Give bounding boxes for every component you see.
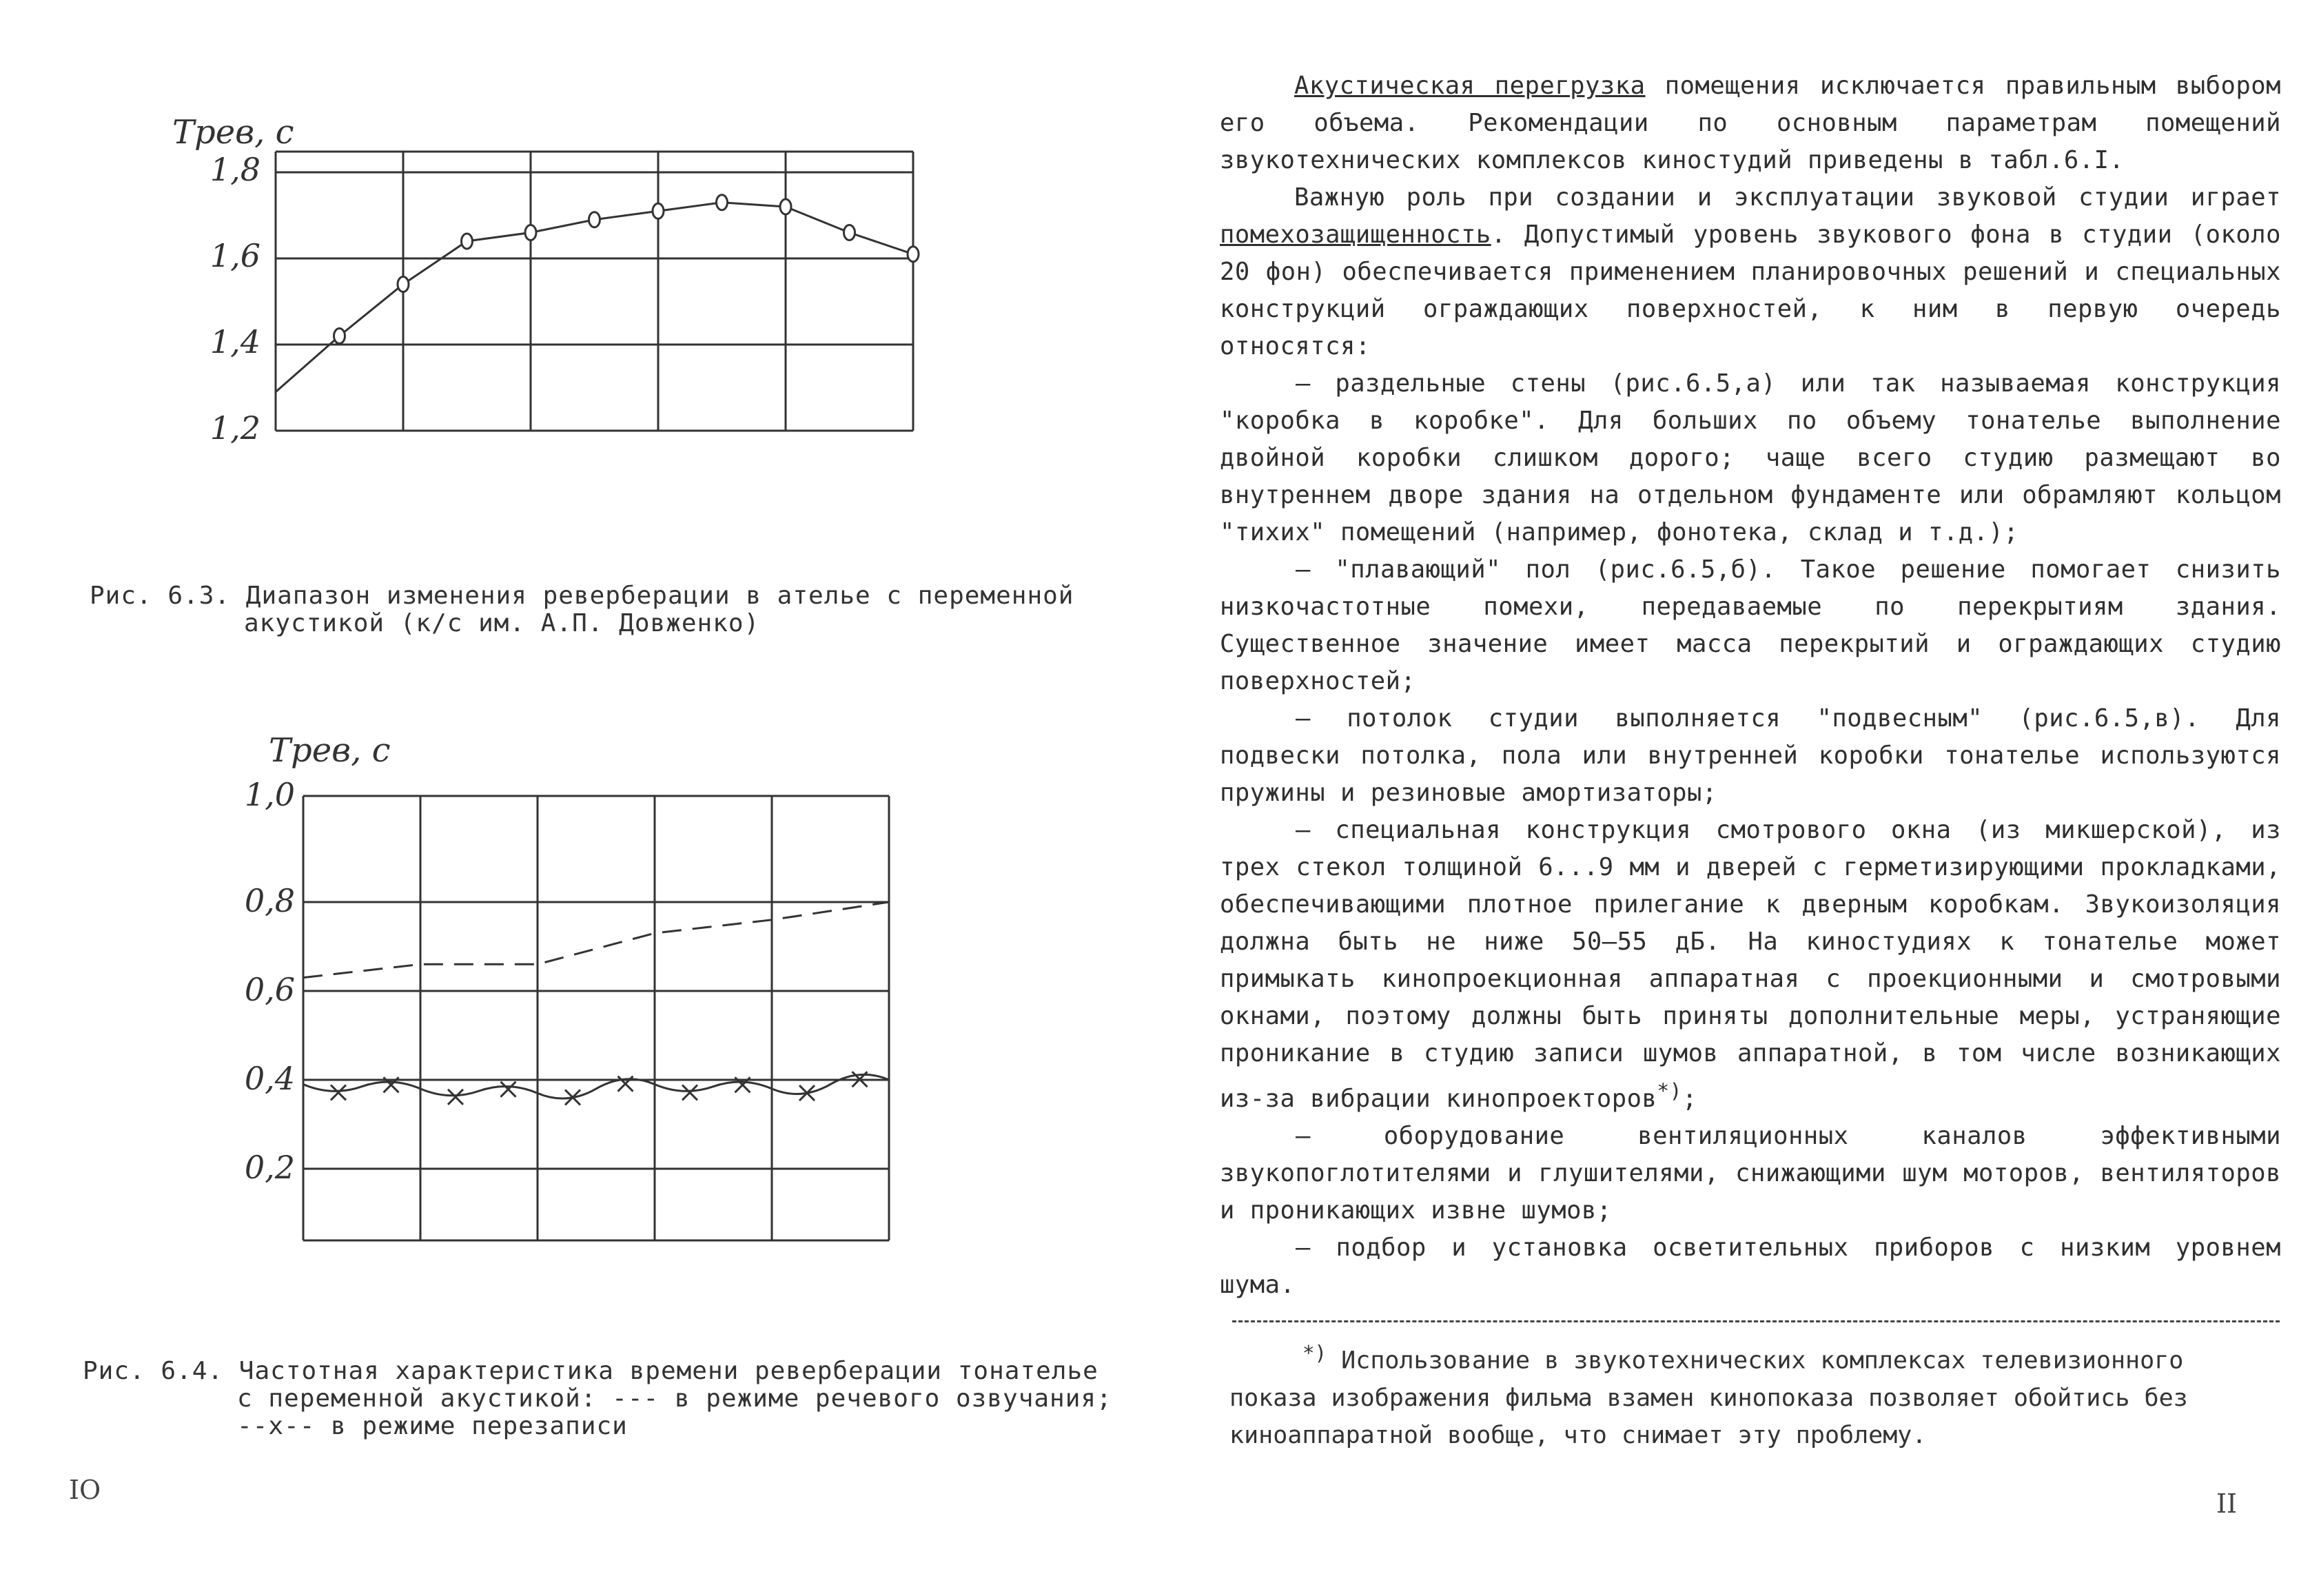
y-axis-label: Tрев, с (172, 113, 294, 152)
data-point (908, 247, 919, 262)
list-item-suspended-ceiling: – потолок студии выполняется "подвесным" (рис.6.5,в). Для подвески потолка, пола или внутренней коробки тонателье используются пружины и резиновые амортизаторы; (1220, 704, 2281, 807)
list-item-lighting: – подбор и установка осветительных приборов с низким уровнем шума. (1220, 1233, 2281, 1299)
list-item-observation-window (1220, 812, 2281, 1118)
footnote (1229, 1334, 2284, 1454)
paragraph-2-start: Важную роль при создании и эксплуатации звуковой студии играет (1294, 183, 2281, 212)
term-acoustic-overload: Акустическая перегрузка (1294, 72, 1646, 100)
y-tick-label: 1,6 (209, 237, 260, 274)
data-point (589, 212, 600, 227)
right-page (1155, 0, 2310, 1596)
figure-6-3-caption-line2: акустикой (к/с им. А.П. Довженко) (244, 609, 760, 637)
list-item-ventilation: – оборудование вентиляционных каналов эффективными звукопоглотителями и глушителями, снижающими шум моторов, вентиляторов и проникающих извне шумов; (1220, 1121, 2281, 1225)
data-point (462, 234, 473, 249)
data-point (844, 225, 855, 241)
y-tick-label: 1,0 (244, 776, 295, 813)
page-number-right: II (2216, 1488, 2238, 1519)
list-item-separate-walls: – раздельные стены (рис.6.5,а) или так называемая конструкция "коробка в коробке". Для больших по объему тонателье выполнение двойной коробки слишком дорого; чаще всего студию размещают во внутреннем дворе здания на отдельном фундаменте или обрамляют кольцом "тихих" помещений (например, фонотека, склад и т.д.); (1220, 369, 2281, 546)
list-item-4-end: ; (1682, 1084, 1697, 1113)
y-tick-label: 0,6 (244, 971, 295, 1008)
paragraph-noise-protection (1220, 179, 2281, 365)
y-tick-label: 1,8 (209, 151, 260, 188)
figure-6-3-chart (159, 103, 944, 462)
paragraph-acoustic-overload (1220, 68, 2281, 179)
series-line (276, 203, 913, 392)
list-item-floating-floor: – "плавающий" пол (рис.6.5,б). Такое решение помогает снизить низкочастотные помехи, передаваемые по перекрытиям здания. Существенное значение имеет масса перекрытий и ограждающих студию поверхностей; (1220, 555, 2281, 695)
footnote-text: Использование в звукотехнических комплексах телевизионного показа изображения фильма взамен кинопоказа позволяет обойтись без киноаппаратной вообще, что снимает эту проблему. (1229, 1347, 2188, 1449)
data-point (717, 195, 728, 210)
paragraph-2-rest: . Допустимый уровень звукового фона в студии (около 20 фон) обеспечивается применением планировочных решений и специальных конструкций ограждающих поверхностей, к ним в первую очередь относятся: (1220, 221, 2281, 360)
y-tick-label: 0,4 (244, 1060, 295, 1097)
figure-6-3-caption-line1: Диапазон изменения реверберации в ателье с переменной (245, 582, 1074, 610)
y-tick-label: 1,2 (209, 409, 260, 447)
series-speech-dashed (303, 902, 889, 978)
figure-6-3-caption-number: Рис. 6.3. (90, 582, 231, 610)
x-marker (331, 1085, 346, 1100)
y-tick-label: 0,2 (244, 1149, 295, 1186)
data-point (780, 199, 791, 214)
x-marker (682, 1085, 697, 1100)
figure-6-4-caption-line2: с переменной акустикой: --- в режиме речевого озвучания; (237, 1384, 1112, 1413)
footnote-reference: *) (1657, 1079, 1682, 1103)
figure-6-3-caption (90, 582, 1074, 637)
x-marker (501, 1082, 516, 1097)
y-tick-label: 0,8 (244, 882, 295, 919)
figure-6-4-caption-line3: --x-- в режиме перезаписи (237, 1412, 628, 1440)
data-point (334, 329, 345, 344)
data-point (653, 203, 664, 218)
term-noise-protection: помехозащищенность (1220, 221, 1491, 249)
y-tick-label: 1,4 (209, 323, 260, 360)
figure-6-4-chart (172, 730, 944, 1254)
body-text (1220, 68, 2281, 1304)
paragraph-1-text: помещения исключается правильным выбором его объема. Рекомендации по основным параметрам помещений звукотехнических комплексов киностудий приведены в табл.6.I. (1220, 72, 2281, 174)
data-point (398, 277, 409, 292)
y-axis-label: Tрев, с (269, 731, 391, 770)
footnote-mark-text: *) (1302, 1341, 1327, 1364)
figure-6-4-caption-line1: Частотная характеристика времени реверберации тонателье (238, 1357, 1098, 1385)
page-number-left: IO (69, 1475, 101, 1505)
figure-6-4-caption (83, 1358, 1112, 1440)
footnote-divider (1232, 1320, 2280, 1322)
x-marker (448, 1089, 463, 1105)
figure-6-4-caption-number: Рис. 6.4. (83, 1357, 224, 1385)
footnote-mark (1229, 1341, 1327, 1375)
list-item-4-text: – специальная конструкция смотрового окна (из микшерской), из трех стекол толщиной 6...9 мм и дверей с герметизирующими прокладками, обеспечивающими плотное прилегание к дверным коробкам. Звукоизоляция должна быть не ниже 50–55 дБ. На киностудиях к тонателье может примыкать кинопроекционная аппаратная с проекционными и смотровыми окнами, поэтому должны быть приняты дополнительные меры, устраняющие проникание в студию записи шумов аппаратной, в том числе возникающих из-за вибрации кинопроекторов (1220, 816, 2281, 1113)
data-point (525, 225, 536, 241)
